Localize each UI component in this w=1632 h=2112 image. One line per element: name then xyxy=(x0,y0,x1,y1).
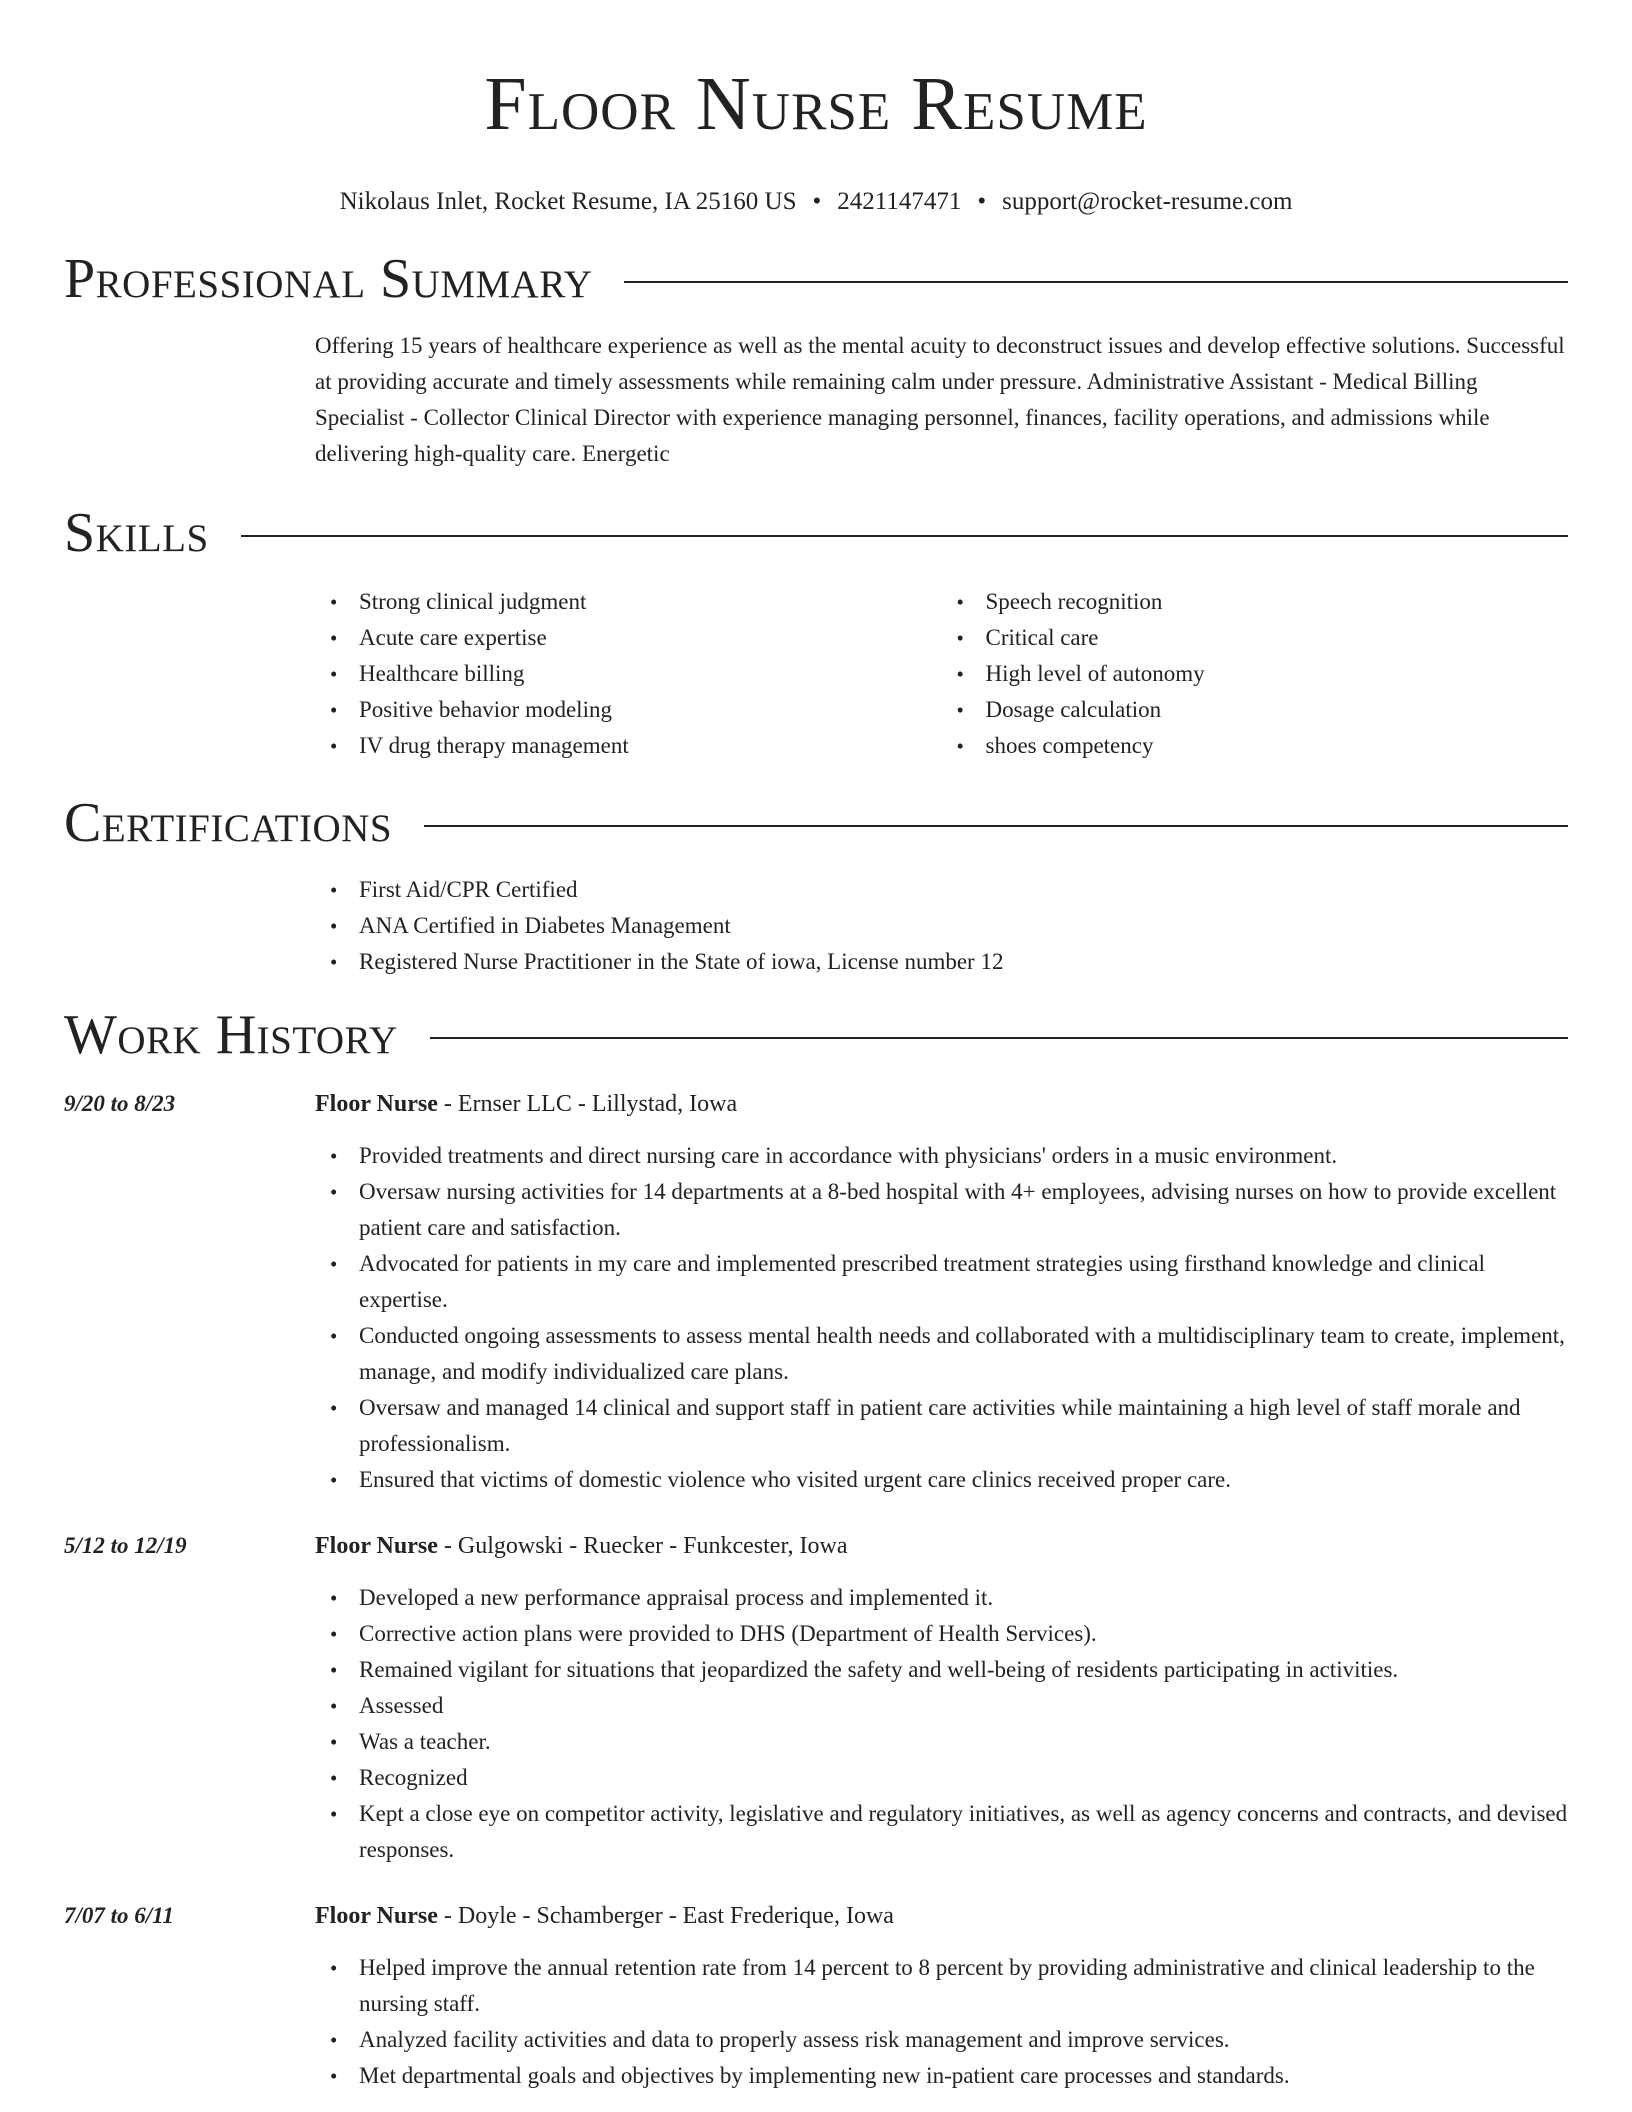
certification-item: • First Aid/CPR Certified xyxy=(359,872,1568,908)
job-employer: - Ernser LLC - Lillystad, Iowa xyxy=(437,1091,738,1117)
job-bullet: • Helped improve the annual retention rate from 14 percent to 8 percent by providing administrative and clinical leadership to the nursing staff. xyxy=(359,1950,1568,2022)
skills-list-right xyxy=(942,584,1569,764)
skills-grid xyxy=(315,584,1568,764)
job-title-line xyxy=(315,1528,1568,1564)
job-dates: 9/20 to 8/23 xyxy=(64,1091,176,1116)
job-employer: - Doyle - Schamberger - East Frederique, Iowa xyxy=(437,1903,894,1929)
job-bullet: • Analyzed facility activities and data to properly assess risk management and improve services. xyxy=(359,2022,1568,2058)
job-dates: 5/12 to 12/19 xyxy=(64,1533,187,1558)
contact-address: Nikolaus Inlet, Rocket Resume, IA 25160 US xyxy=(339,188,797,215)
job-bullet: • Oversaw nursing activities for 14 departments at a 8-bed hospital with 4+ employees, advising nurses on how to provide excellent patient care and satisfaction. xyxy=(359,1174,1568,1246)
job-dates: 7/07 to 6/11 xyxy=(64,1903,174,1928)
resume-page xyxy=(64,0,1568,2094)
job-bullets xyxy=(315,1950,1568,2094)
job-bullet: • Provided treatments and direct nursing care in accordance with physicians' orders in a music environment. xyxy=(359,1138,1568,1174)
job-bullets xyxy=(315,1138,1568,1498)
certifications-list xyxy=(315,872,1568,980)
job-bullet: • Ensured that victims of domestic violence who visited urgent care clinics received proper care. xyxy=(359,1462,1568,1498)
contact-separator: • xyxy=(977,188,987,215)
job-title-line xyxy=(315,1898,1568,1934)
job-role: Floor Nurse xyxy=(315,1903,438,1929)
job-title-line xyxy=(315,1086,1568,1122)
job-bullet: • Corrective action plans were provided to DHS (Department of Health Services). xyxy=(359,1616,1568,1652)
skill-item: • Positive behavior modeling xyxy=(359,692,942,728)
skills-section-header xyxy=(64,500,1568,566)
job-bullet: • Remained vigilant for situations that jeopardized the safety and well-being of residents participating in activities. xyxy=(359,1652,1568,1688)
job-bullet: • Assessed xyxy=(359,1688,1568,1724)
job-bullet: • Met departmental goals and objectives by implementing new in-patient care processes and standards. xyxy=(359,2058,1568,2094)
skill-item: • shoes competency xyxy=(986,728,1569,764)
skill-item: • IV drug therapy management xyxy=(359,728,942,764)
job-details xyxy=(315,1086,1568,1498)
job-details xyxy=(315,1898,1568,2094)
certifications-section-header xyxy=(64,790,1568,856)
certification-item: • ANA Certified in Diabetes Management xyxy=(359,908,1568,944)
work-heading: Work History xyxy=(64,1004,398,1066)
job-role: Floor Nurse xyxy=(315,1091,438,1117)
certifications-heading: Certifications xyxy=(64,792,393,854)
job-bullet: • Was a teacher. xyxy=(359,1724,1568,1760)
contact-line xyxy=(64,186,1568,218)
job-entry xyxy=(64,1528,1568,1868)
job-entry xyxy=(64,1898,1568,2094)
job-bullet: • Conducted ongoing assessments to assess mental health needs and collaborated with a multidisciplinary team to create, implement, manage, and modify individualized care plans. xyxy=(359,1318,1568,1390)
skills-heading: Skills xyxy=(64,502,209,564)
job-bullet: • Kept a close eye on competitor activity, legislative and regulatory initiatives, as well as agency concerns and contracts, and devised responses. xyxy=(359,1796,1568,1868)
section-divider xyxy=(424,825,1568,827)
job-entry xyxy=(64,1086,1568,1498)
work-section-header xyxy=(64,1002,1568,1068)
job-bullet: • Developed a new performance appraisal process and implemented it. xyxy=(359,1580,1568,1616)
section-divider xyxy=(241,535,1568,537)
job-role: Floor Nurse xyxy=(315,1533,438,1559)
job-bullet: • Advocated for patients in my care and implemented prescribed treatment strategies using firsthand knowledge and clinical expertise. xyxy=(359,1246,1568,1318)
summary-heading: Professional Summary xyxy=(64,248,593,310)
job-details xyxy=(315,1528,1568,1868)
summary-section-header xyxy=(64,246,1568,312)
skills-list-left xyxy=(315,584,942,764)
page-title: Floor Nurse Resume xyxy=(484,62,1148,146)
certification-item: • Registered Nurse Practitioner in the State of iowa, License number 12 xyxy=(359,944,1568,980)
section-divider xyxy=(430,1037,1568,1039)
skill-item: • Critical care xyxy=(986,620,1569,656)
summary-text: Offering 15 years of healthcare experience as well as the mental acuity to deconstruct issues and develop effective solutions. Successful at providing accurate and timely assessments while remaining calm under pressure. Administrative Assistant - Medical Billing Specialist - Collector Clinical Director with experience managing personnel, finances, facility operations, and admissions while delivering high-quality care. Energetic xyxy=(315,333,1565,466)
skill-item: • Dosage calculation xyxy=(986,692,1569,728)
job-bullet: • Recognized xyxy=(359,1760,1568,1796)
skill-item: • Speech recognition xyxy=(986,584,1569,620)
skill-item: • High level of autonomy xyxy=(986,656,1569,692)
contact-email: support@rocket-resume.com xyxy=(1002,188,1293,215)
job-bullets xyxy=(315,1580,1568,1868)
skill-item: • Strong clinical judgment xyxy=(359,584,942,620)
contact-phone: 2421147471 xyxy=(837,188,962,215)
job-employer: - Gulgowski - Ruecker - Funkcester, Iowa xyxy=(437,1533,848,1559)
skill-item: • Healthcare billing xyxy=(359,656,942,692)
skill-item: • Acute care expertise xyxy=(359,620,942,656)
section-divider xyxy=(624,281,1568,283)
job-bullet: • Oversaw and managed 14 clinical and support staff in patient care activities while maintaining a high level of staff morale and professionalism. xyxy=(359,1390,1568,1462)
contact-separator: • xyxy=(812,188,822,215)
